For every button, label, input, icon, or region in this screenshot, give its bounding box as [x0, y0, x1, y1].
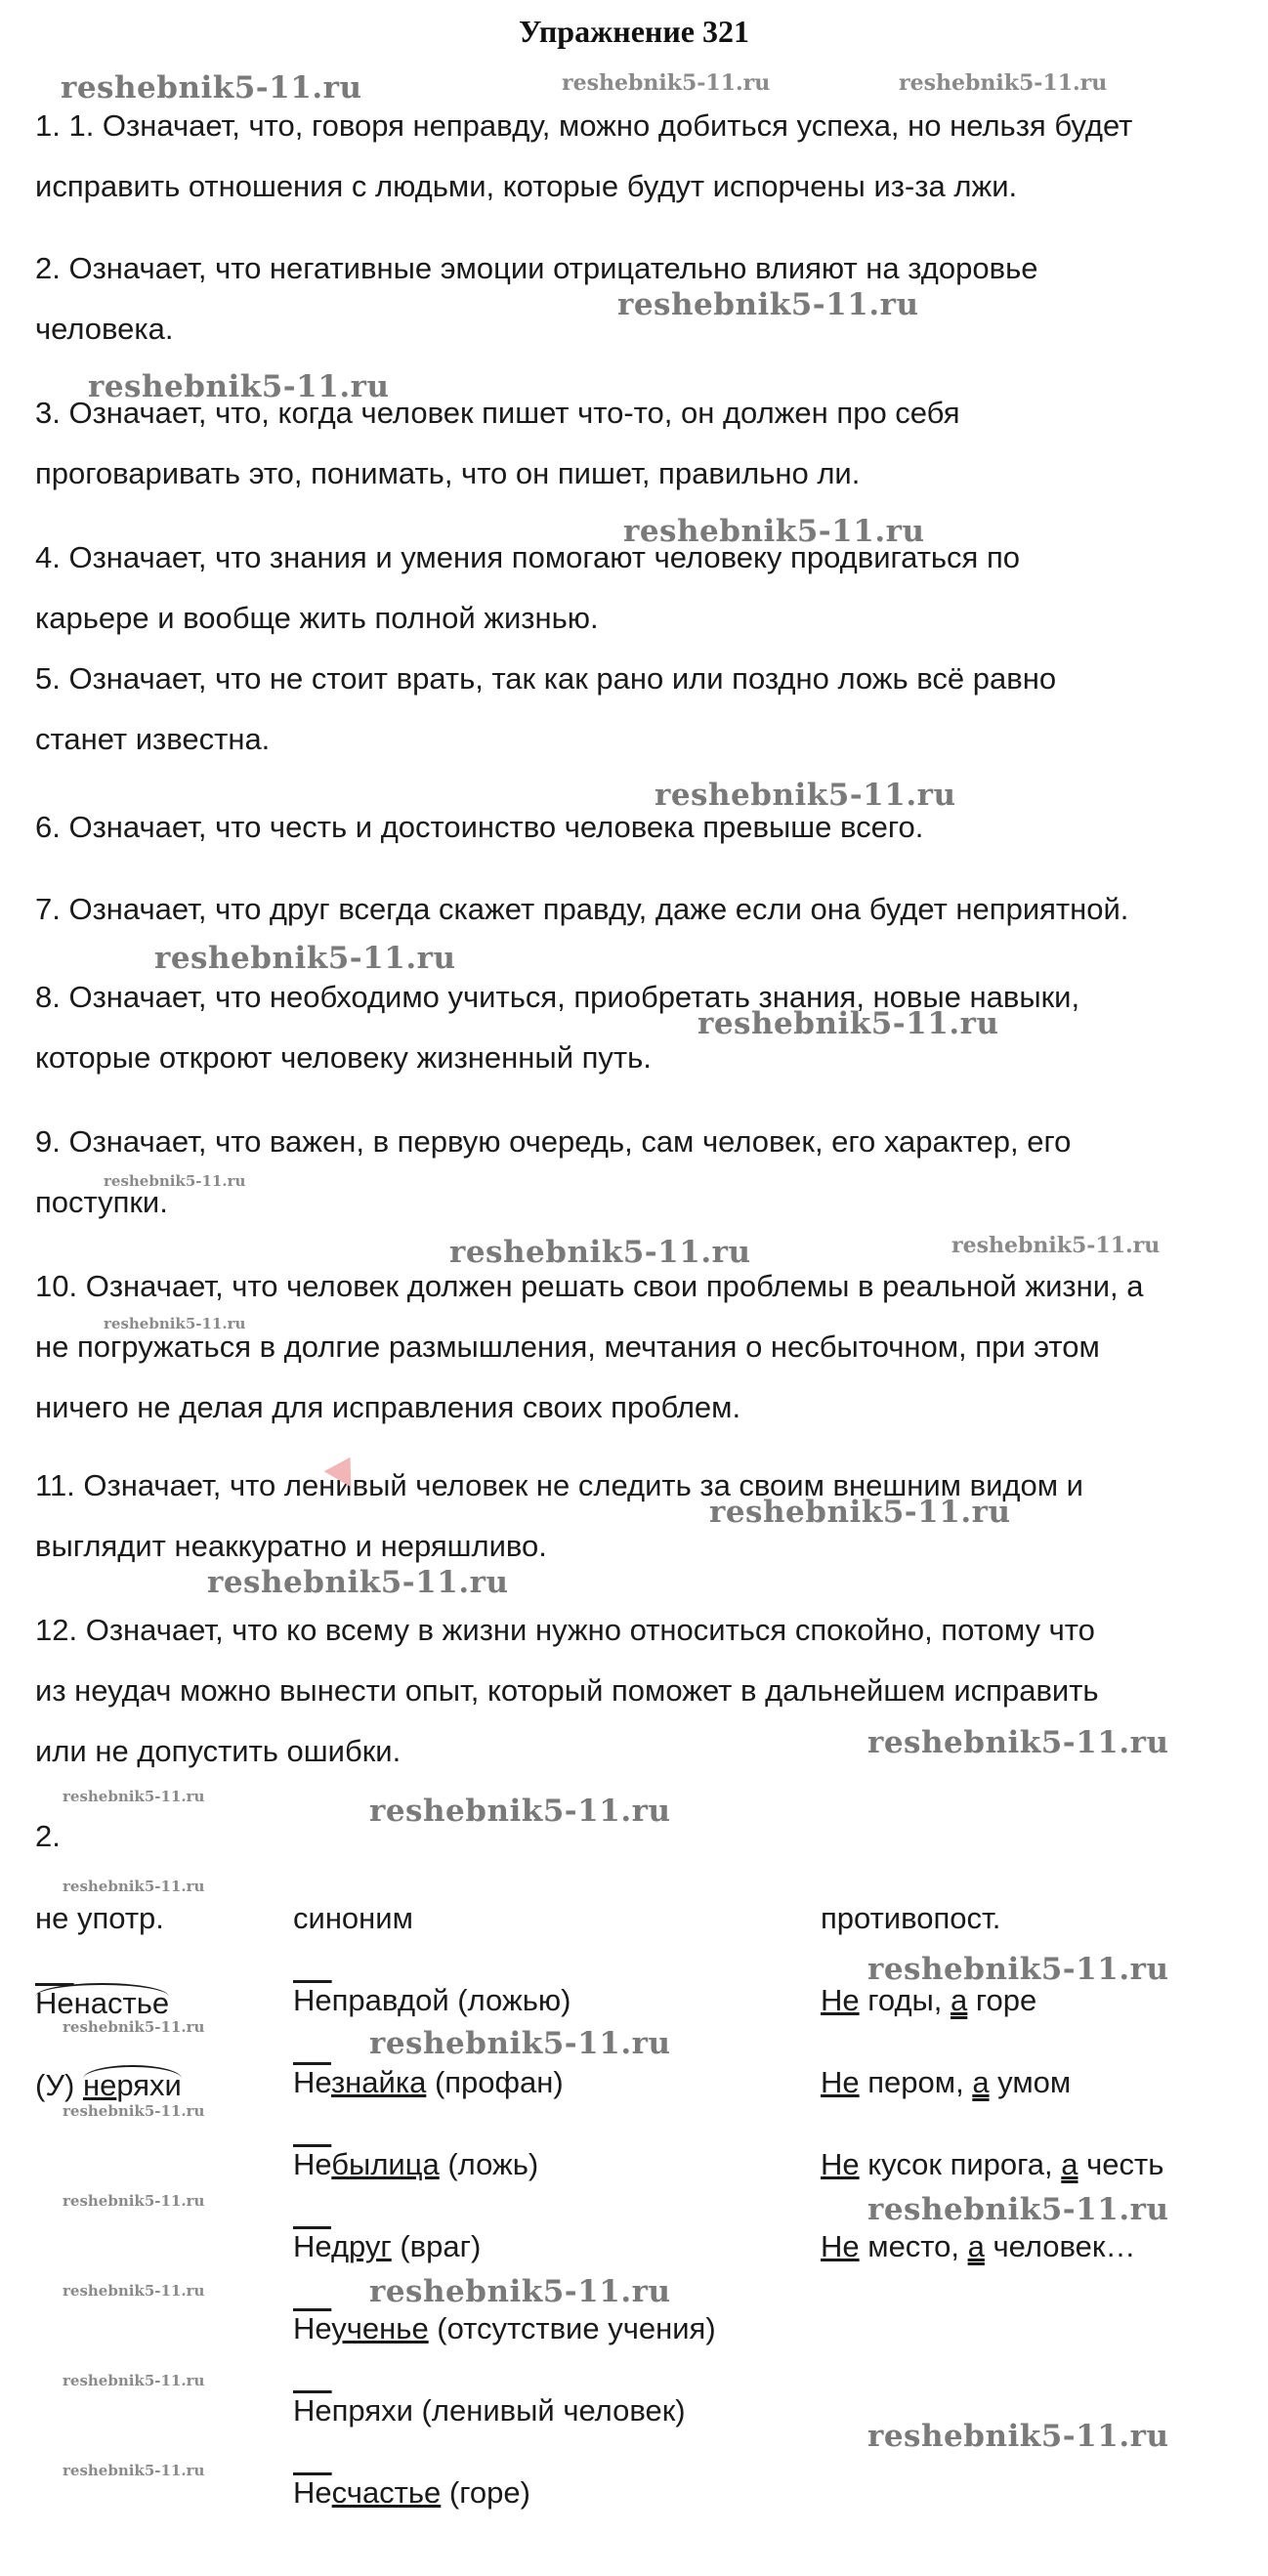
watermark: reshebnik5-11.ru [63, 2102, 205, 2120]
watermark: reshebnik5-11.ru [369, 1794, 671, 1829]
word-nenastye: Ненастье [35, 1983, 169, 2021]
opposition-item: Не кусок пирога, а честь [821, 2147, 1164, 2181]
list-item: 11. Означает, что ленивый человек не следить за своим внешним видом и выглядит неаккуратно и неряшливо. [35, 1468, 1083, 1563]
synonym-item: Недруг (враг) [293, 2229, 482, 2263]
list-item: 4. Означает, что знания и умения помогают человеку продвигаться по карьере и вообще жить полной жизнью. [35, 540, 1020, 635]
watermark: reshebnik5-11.ru [104, 1315, 246, 1332]
list-item: 1. 1. Означает, что, говоря неправду, можно добиться успеха, но нельзя будет исправить отношения с людьми, которые будут испорчены из-за лжи. [35, 108, 1133, 203]
watermark: reshebnik5-11.ru [61, 70, 362, 106]
list-item: 10. Означает, что человек должен решать свои проблемы в реальной жизни, а не погружаться в долгие размышления, мечтания о несбыточном, при этом ничего не делая для исправления своих проблем. [35, 1269, 1144, 1424]
watermark: reshebnik5-11.ru [369, 2274, 671, 2309]
watermark: reshebnik5-11.ru [697, 1006, 999, 1041]
watermark: reshebnik5-11.ru [951, 1233, 1161, 1258]
header-not-used: не употр. [35, 1901, 164, 1935]
watermark: reshebnik5-11.ru [617, 287, 919, 322]
watermark: reshebnik5-11.ru [88, 369, 390, 404]
watermark: reshebnik5-11.ru [63, 2372, 205, 2389]
list-item: 12. Означает, что ко всему в жизни нужно относиться спокойно, потому что из неудач можно вынести опыт, который поможет в дальнейшем исправить или не допустить ошибки. [35, 1613, 1099, 1768]
watermark: reshebnik5-11.ru [104, 1172, 246, 1190]
synonym-item: Непряхи (ленивый человек) [293, 2393, 686, 2428]
watermark: reshebnik5-11.ru [63, 2192, 205, 2210]
watermark: reshebnik5-11.ru [63, 2018, 205, 2036]
watermark: reshebnik5-11.ru [154, 941, 456, 976]
watermark: reshebnik5-11.ru [63, 1878, 205, 1895]
watermark: reshebnik5-11.ru [63, 2462, 205, 2479]
list-item: 8. Означает, что необходимо учиться, приобретать знания, новые навыки, которые откроют человеку жизненный путь. [35, 980, 1080, 1075]
watermark: reshebnik5-11.ru [562, 70, 771, 96]
watermark: reshebnik5-11.ru [63, 1788, 205, 1805]
header-synonym: синоним [293, 1901, 413, 1935]
list-item: 6. Означает, что честь и достоинство человека превыше всего. [35, 810, 924, 844]
list-item: 9. Означает, что важен, в первую очередь, сам человек, его характер, его поступки. [35, 1124, 1072, 1219]
word-neryakhi: (У) неряхи [35, 2065, 182, 2103]
watermark: reshebnik5-11.ru [369, 2026, 671, 2061]
list-item: 5. Означает, что не стоит врать, так как рано или поздно ложь всё равно станет известна. [35, 661, 1057, 756]
watermark: reshebnik5-11.ru [655, 778, 956, 813]
list-item: 7. Означает, что друг всегда скажет правду, даже если она будет неприятной. [35, 892, 1129, 926]
synonym-item: Неправдой (ложью) [293, 1983, 571, 2017]
section-number: 2. [35, 1819, 61, 1853]
watermark: reshebnik5-11.ru [867, 2192, 1169, 2227]
header-opposition: противопост. [821, 1901, 1001, 1935]
watermark: reshebnik5-11.ru [867, 1725, 1169, 1760]
watermark: reshebnik5-11.ru [899, 70, 1108, 96]
watermark: reshebnik5-11.ru [867, 2419, 1169, 2454]
watermark: reshebnik5-11.ru [63, 2282, 205, 2300]
watermark: reshebnik5-11.ru [867, 1952, 1169, 1987]
opposition-item: Не место, а человек… [821, 2229, 1136, 2263]
watermark: reshebnik5-11.ru [449, 1235, 751, 1270]
synonym-item: Несчастье (горе) [293, 2475, 530, 2510]
list-item: 3. Означает, что, когда человек пишет что-то, он должен про себя проговаривать это, понимать, что он пишет, правильно ли. [35, 396, 960, 490]
synonym-item: Незнайка (профан) [293, 2065, 564, 2099]
synonym-item: Неученье (отсутствие учения) [293, 2311, 716, 2345]
watermark: reshebnik5-11.ru [709, 1495, 1011, 1530]
watermark: reshebnik5-11.ru [623, 514, 925, 549]
watermark: reshebnik5-11.ru [207, 1565, 509, 1600]
synonym-item: Небылица (ложь) [293, 2147, 539, 2181]
page-title: Упражнение 321 [518, 14, 749, 49]
opposition-item: Не годы, а горе [821, 1983, 1037, 2017]
list-item: 2. Означает, что негативные эмоции отрицательно влияют на здоровье человека. [35, 251, 1038, 346]
opposition-item: Не пером, а умом [821, 2065, 1072, 2099]
